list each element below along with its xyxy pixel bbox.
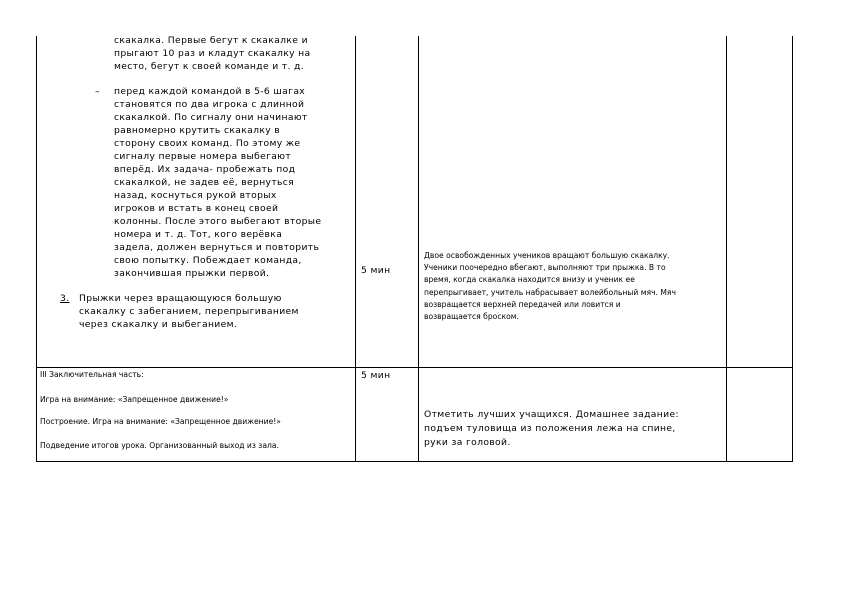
exercise-text-line: скакалкой. По сигналу они начинают xyxy=(114,112,308,123)
exercise-text-line: закончившая прыжки первой. xyxy=(114,268,270,279)
method-text-line: возвращается верхней передачей или ловится и xyxy=(424,300,621,309)
method-text-line: время, когда скакалка находится внизу и ученик ее xyxy=(424,275,635,284)
final-text-line: Построение. Игра на внимание: «Запрещенное движение!» xyxy=(40,417,281,426)
exercise-text-line: скакалка. Первые бегут к скакалке и xyxy=(114,35,308,46)
table-border-left xyxy=(36,36,37,462)
duration-value: 5 мин xyxy=(361,265,391,276)
exercise-text-line: прыгают 10 раз и кладут скакалку на xyxy=(114,48,311,59)
exercise-text-line: перед каждой командой в 5-6 шагах xyxy=(114,86,306,97)
exercise-text-line: скакалкой, не задев её, вернуться xyxy=(114,177,295,188)
exercise-text-line: свою попытку. Побеждает команда, xyxy=(114,255,302,266)
final-note-line: Отметить лучших учащихся. Домашнее задание: xyxy=(424,409,679,420)
exercise-text-line: скакалку с забеганием, перепрыгиванием xyxy=(79,306,299,317)
exercise-text-line: игроков и встать в конец своей xyxy=(114,203,279,214)
exercise-text-line: колонны. После этого выбегают вторые xyxy=(114,216,322,227)
exercise-text-line: номера и т. д. Тот, кого верёвка xyxy=(114,229,283,240)
exercise-text-line: вперёд. Их задача- пробежать под xyxy=(114,164,296,175)
final-text-line: Игра на внимание: «Запрещенное движение!» xyxy=(40,395,229,404)
table-border-right xyxy=(792,36,793,462)
exercise-text-line: место, бегут к своей команде и т. д. xyxy=(114,61,305,72)
exercise-text-line: назад, коснуться рукой вторых xyxy=(114,190,277,201)
list-number: 3. xyxy=(60,293,70,304)
row-divider xyxy=(36,367,793,368)
column-divider-3 xyxy=(726,36,727,462)
method-text-line: Двое освобожденных учеников вращают большую скакалку. xyxy=(424,251,670,260)
column-divider-1 xyxy=(355,36,356,462)
method-text-line: возвращается броском. xyxy=(424,312,519,321)
column-divider-2 xyxy=(418,36,419,462)
method-text-line: Ученики поочередно вбегают, выполняют три прыжка. В то xyxy=(424,263,666,272)
exercise-text-line: Прыжки через вращающуюся большую xyxy=(79,293,282,304)
table-border-bottom xyxy=(36,461,793,462)
exercise-text-line: сторону своих команд. По этому же xyxy=(114,138,301,149)
exercise-text-line: через скакалку и выбеганием. xyxy=(79,319,238,330)
final-note-line: руки за головой. xyxy=(424,437,511,448)
exercise-text-line: равномерно крутить скакалку в xyxy=(114,125,281,136)
list-dash: – xyxy=(95,86,100,97)
exercise-text-line: становятся по два игрока с длинной xyxy=(114,99,305,110)
duration-value: 5 мин xyxy=(361,370,391,381)
final-note-line: подъем туловища из положения лежа на спине, xyxy=(424,423,676,434)
exercise-text-line: сигналу первые номера выбегают xyxy=(114,151,292,162)
final-text-line: Подведение итогов урока. Организованный выход из зала. xyxy=(40,441,279,450)
method-text-line: перепрыгивает, учитель набрасывает волейбольный мяч. Мяч xyxy=(424,288,676,297)
exercise-text-line: задела, должен вернуться и повторить xyxy=(114,242,320,253)
section-heading: III Заключительная часть: xyxy=(40,370,144,379)
